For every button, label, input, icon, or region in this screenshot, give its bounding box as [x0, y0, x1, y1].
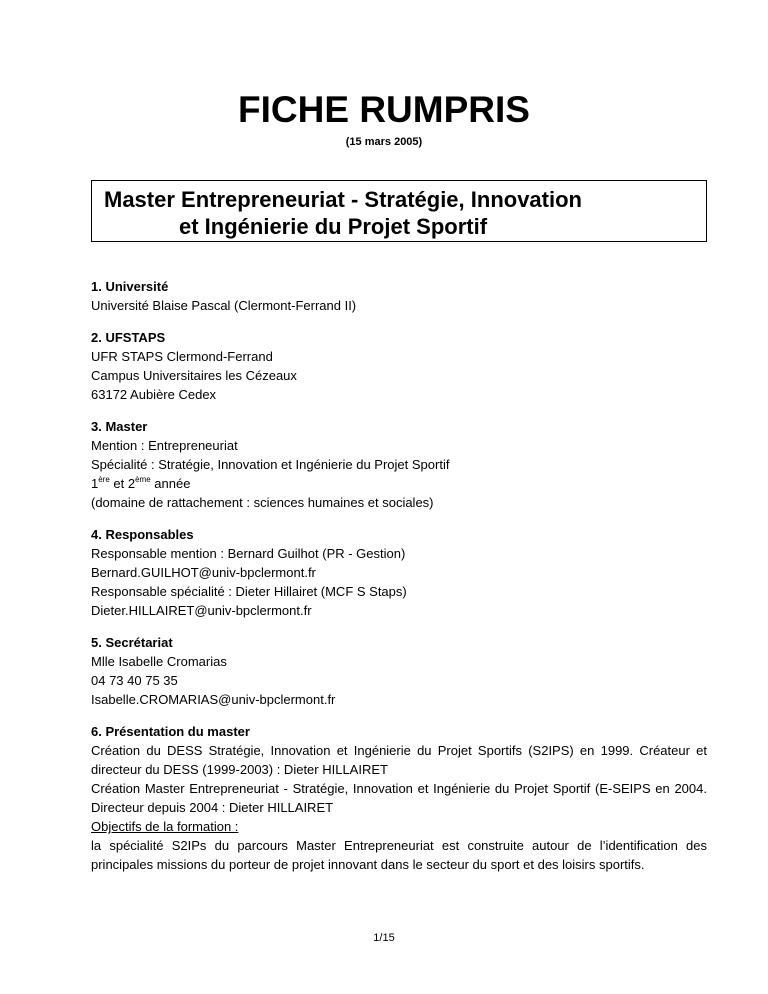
section-secretariat	[91, 633, 707, 709]
master-title-line-2: et Ingénierie du Projet Sportif	[179, 214, 488, 239]
section-universite	[91, 277, 707, 315]
page-number: 1/15	[373, 932, 395, 944]
secretary-email: Isabelle.CROMARIAS@univ-bpclermont.fr	[91, 692, 336, 707]
section-heading: 4. Responsables	[91, 527, 194, 542]
master-domaine: (domaine de rattachement : sciences humaines et sociales)	[91, 495, 434, 510]
year-1-suffix: ère	[98, 475, 110, 484]
secretary-name: Mlle Isabelle Cromarias	[91, 654, 227, 669]
secretary-phone: 04 73 40 75 35	[91, 673, 178, 688]
document-date: (15 mars 2005)	[345, 136, 423, 148]
objectifs-label: Objectifs de la formation :	[91, 819, 239, 834]
campus-name: Campus Universitaires les Cézeaux	[91, 368, 297, 383]
section-responsables	[91, 525, 707, 620]
year-connector: et 2	[109, 476, 136, 491]
master-mention: Mention : Entrepreneuriat	[91, 438, 238, 453]
year-2-suffix: ème	[135, 475, 151, 484]
section-heading: 5. Secrétariat	[91, 635, 173, 650]
responsable-mention-email: Bernard.GUILHOT@univ-bpclermont.fr	[91, 565, 316, 580]
document-title: FICHE RUMPRIS	[238, 89, 530, 130]
master-specialite: Spécialité : Stratégie, Innovation et Ingénierie du Projet Sportif	[91, 457, 450, 472]
section-master	[91, 417, 707, 512]
year-word: année	[150, 476, 191, 491]
responsable-specialite-email: Dieter.HILLAIRET@univ-bpclermont.fr	[91, 603, 312, 618]
presentation-paragraph-1: Création du DESS Stratégie, Innovation et Ingénierie du Projet Sportifs (S2IPS) en 1999. Créateur et directeur du DESS (1999-2003) : Dieter HILLAIRET	[91, 743, 707, 777]
section-heading: 2. UFSTAPS	[91, 330, 166, 345]
master-title-box	[91, 180, 707, 242]
section-heading: 3. Master	[91, 419, 148, 434]
section-presentation	[91, 722, 707, 874]
master-years	[91, 474, 707, 493]
postal-address: 63172 Aubière Cedex	[91, 387, 217, 402]
responsable-specialite: Responsable spécialité : Dieter Hillairet (MCF S Staps)	[91, 584, 407, 599]
section-heading: 1. Université	[91, 279, 169, 294]
objectifs-paragraph: la spécialité S2IPs du parcours Master Entrepreneuriat est construite autour de l’identification des principales missions du porteur de projet innovant dans le secteur du sport et des loisirs sportifs.	[91, 838, 707, 872]
section-ufstaps	[91, 328, 707, 404]
university-name: Université Blaise Pascal (Clermont-Ferrand II)	[91, 298, 357, 313]
ufr-name: UFR STAPS Clermond-Ferrand	[91, 349, 273, 364]
document-body	[91, 277, 707, 887]
year-1: 1	[91, 476, 99, 491]
section-heading: 6. Présentation du master	[91, 724, 250, 739]
responsable-mention: Responsable mention : Bernard Guilhot (PR - Gestion)	[91, 546, 406, 561]
presentation-paragraph-2: Création Master Entrepreneuriat - Stratégie, Innovation et Ingénierie du Projet Sportif (E-SEIPS en 2004. Directeur depuis 2004 : Dieter HILLAIRET	[91, 781, 707, 815]
master-title-line-1: Master Entrepreneuriat - Stratégie, Innovation	[104, 187, 582, 212]
